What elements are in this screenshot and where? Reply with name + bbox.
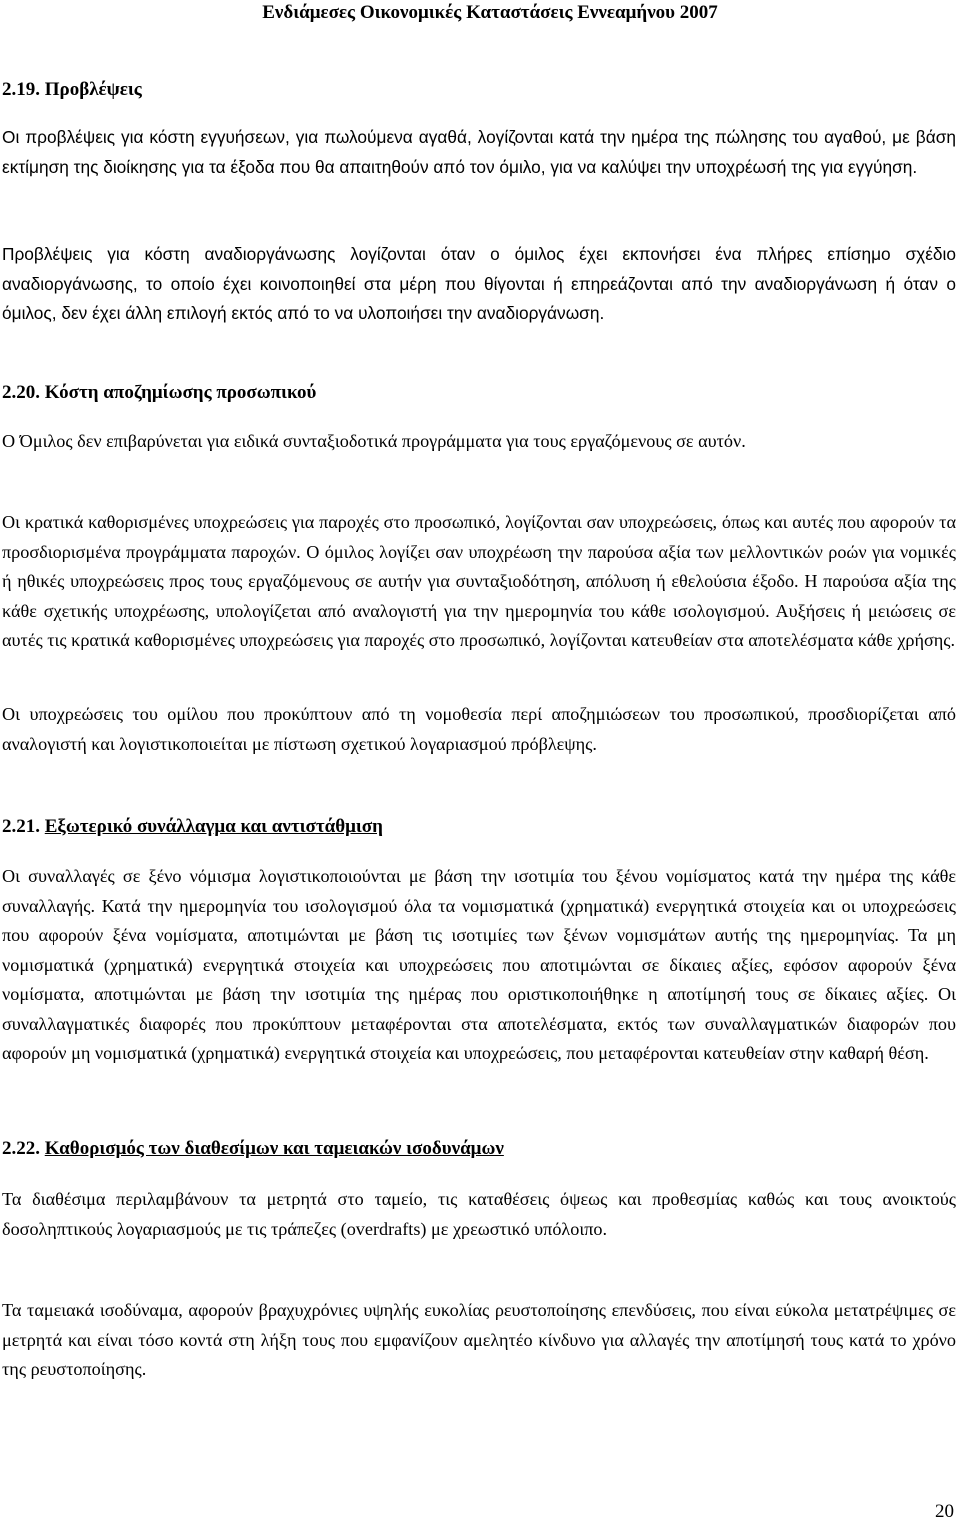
section-heading-2-20	[2, 381, 316, 405]
paragraph-cash-equivalents: Τα ταμειακά ισοδύναμα, αφορούν βραχυχρόνιες υψηλής ευκολίας ρευστοποίησης επενδύσεις, που είναι εύκολα μετατρέψιμες σε μετρητά και είναι τόσο κοντά στη λήξη τους που εμφανίζουν αμελητέο κίνδυνο για αλλαγές την αποτίμησή τους κατά το χρόνο της ρευστοποίησης.	[2, 1300, 956, 1379]
section-heading-2-19	[2, 78, 142, 102]
paragraph-cash: Τα διαθέσιμα περιλαμβάνουν τα μετρητά στο ταμείο, τις καταθέσεις όψεως και προθεσμίας καθώς και τους ανοικτούς δοσοληπτικούς λογαριασμούς με τις τράπεζες (overdrafts) με χρεωστικό υπόλοιπο.	[2, 1189, 956, 1239]
running-header: Ενδιάμεσες Οικονομικές Καταστάσεις Εννεαμήνου 2007	[262, 2, 718, 23]
paragraph-restructuring-provisions: Προβλέψεις για κόστη αναδιοργάνωσης λογίζονται όταν ο όμιλος έχει εκπονήσει ένα πλήρες επίσημο σχέδιο αναδιοργάνωσης, το οποίο έχει κοινοποιηθεί στα μέρη που θίγονται ή επηρεάζονται από την αναδιοργάνωση ή όταν ο όμιλος, δεν έχει άλλη επιλογή εκτός από το να υλοποιήσει την αναδιοργάνωση.	[2, 244, 956, 323]
section-number: 2.21.	[2, 816, 40, 837]
section-number: 2.22.	[2, 1138, 40, 1159]
page-number: 20	[935, 1501, 954, 1522]
paragraph-warranty-provisions: Οι προβλέψεις για κόστη εγγυήσεων, για πωλούμενα αγαθά, λογίζονται κατά την ημέρα της πώλησης του αγαθού, με βάση εκτίμηση της διοίκησης για τα έξοδα που θα απαιτηθούν από τον όμιλο, για να καλύψει την υποχρέωσή της για εγγύηση.	[2, 127, 956, 177]
section-number: 2.19.	[2, 79, 40, 100]
section-heading-2-21	[2, 815, 383, 839]
paragraph-pension-plans: Ο Όμιλος δεν επιβαρύνεται για ειδικά συνταξιοδοτικά προγράμματα για τους εργαζόμενους σε αυτόν.	[2, 431, 746, 451]
section-title: Καθορισμός των διαθεσίμων και ταμειακών ισοδυνάμων	[44, 1138, 504, 1159]
section-number: 2.20.	[2, 382, 40, 403]
paragraph-foreign-currency: Οι συναλλαγές σε ξένο νόμισμα λογιστικοποιούνται με βάση την ισοτιμία του ξένου νομίσματος κατά την ημέρα της κάθε συναλλαγής. Κατά την ημερομηνία του ισολογισμού όλα τα νομισματικά (χρηματικά) ενεργητικά στοιχεία και οι υποχρεώσεις που αφορούν ξένα νομίσματα, αποτιμώνται με βάση τις ισοτιμίες των ξένων νομισμάτων αυτής της ημερομηνίας. Τα μη νομισματικά (χρηματικά) ενεργητικά στοιχεία και υποχρεώσεις που αποτιμώνται σε δίκαιες αξίες, εφόσον αφορούν ξένα νομίσματα, αποτιμώνται με βάση την ισοτιμία της ημέρας που οριστικοποιήθηκε η αποτίμησή τους σε δίκαιες αξίες. Οι συναλλαγματικές διαφορές που προκύπτουν μεταφέρονται στα αποτελέσματα, εκτός των συναλλαγματικών διαφορών που αφορούν μη νομισματικά (χρηματικά) ενεργητικά στοιχεία και υποχρεώσεις, που μεταφέρονται κατευθείαν στην καθαρή θέση.	[2, 866, 956, 1063]
paragraph-employee-obligations: Οι κρατικά καθορισμένες υποχρεώσεις για παροχές στο προσωπικό, λογίζονται σαν υποχρεώσεις, όπως και αυτές που αφορούν τα προσδιορισμένα προγράμματα παροχών. Ο όμιλος λογίζει σαν υποχρέωση την παρούσα αξία των μελλοντικών ροών για νομικές ή ηθικές υποχρεώσεις προς τους εργαζόμενους σε αυτήν για συνταξιοδότηση, απόλυση ή εθελούσια έξοδο. Η παρούσα αξία της κάθε σχετικής υποχρέωσης, υπολογίζεται από αναλογιστή για την ημερομηνία του κάθε ισολογισμού. Αυξήσεις ή μειώσεις σε αυτές τις κρατικά καθορισμένες υποχρεώσεις για παροχές στο προσωπικό, λογίζονται κατευθείαν στα αποτελέσματα κάθε χρήσης.	[2, 512, 956, 650]
section-title: Κόστη αποζημίωσης προσωπικού	[44, 382, 317, 403]
section-title: Εξωτερικό συνάλλαγμα και αντιστάθμιση	[44, 816, 383, 837]
paragraph-severance-obligations: Οι υποχρεώσεις του ομίλου που προκύπτουν από τη νομοθεσία περί αποζημιώσεων του προσωπικού, προσδιορίζεται από αναλογιστή και λογιστικοποιείται με πίστωση σχετικού λογαριασμού πρόβλεψης.	[2, 704, 956, 754]
section-title: Προβλέψεις	[44, 79, 142, 100]
section-heading-2-22	[2, 1137, 504, 1161]
